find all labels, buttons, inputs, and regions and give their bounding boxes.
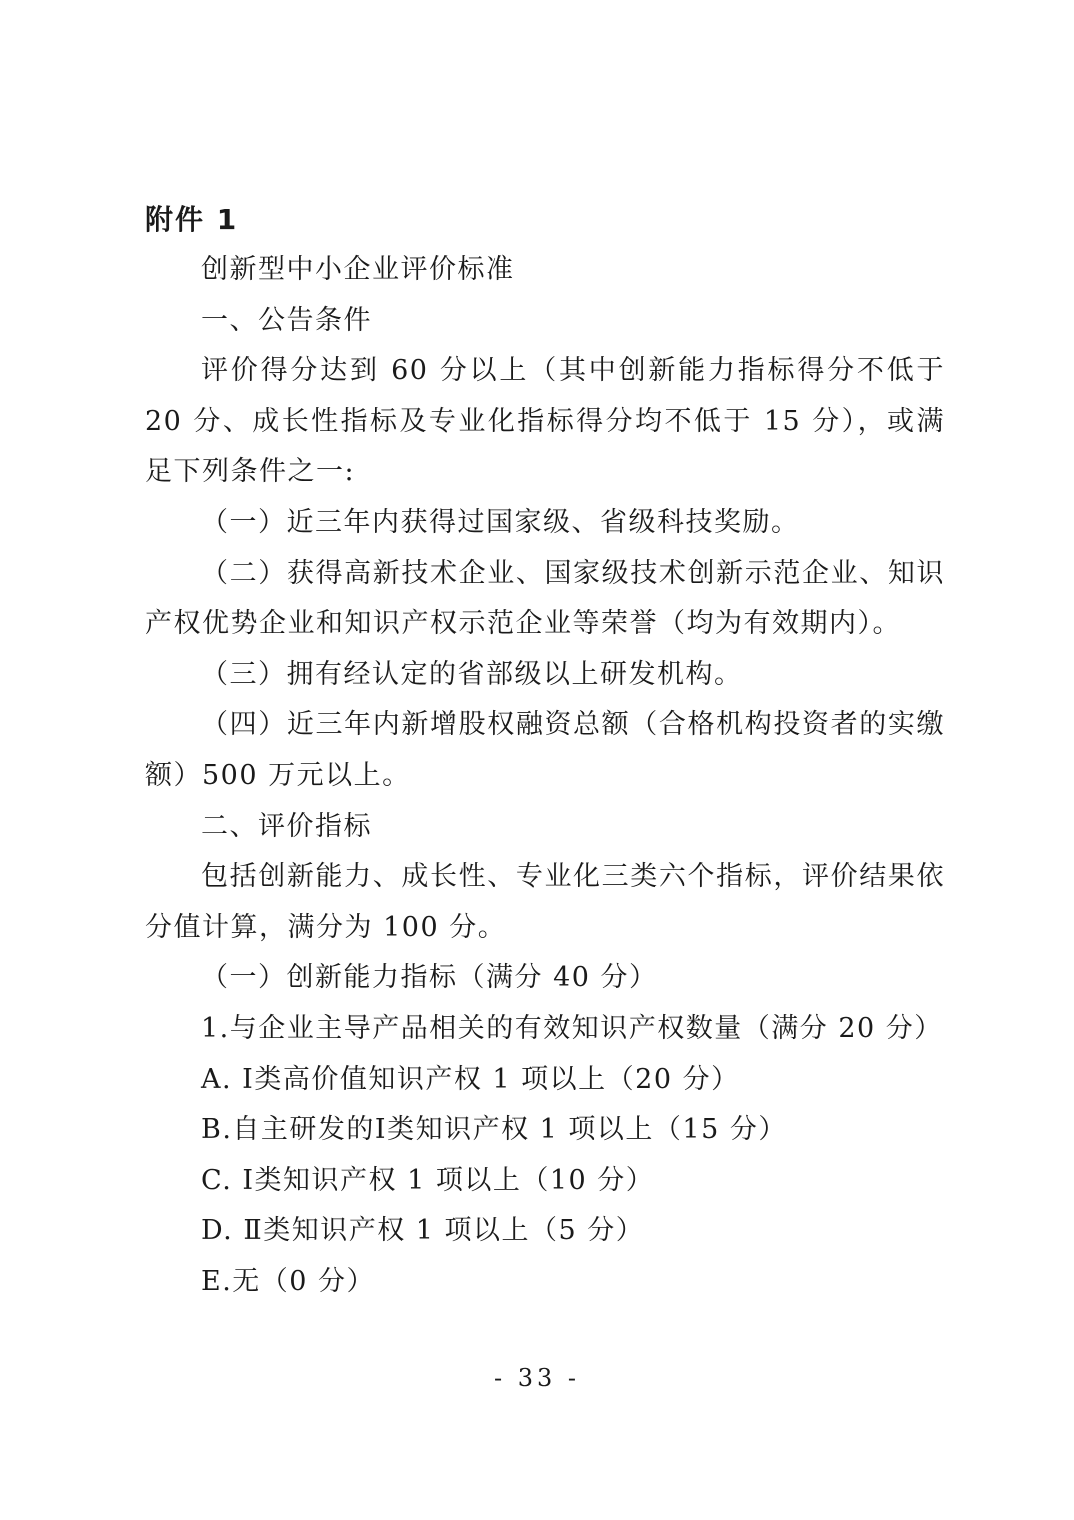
doc-title: 创新型中小企业评价标准: [201, 254, 515, 285]
subsection-innovation-capability: （一）创新能力指标（满分 40 分）: [201, 962, 658, 994]
condition-item-4: （四）近三年内新增股权融资总额（合格机构投资者的实缴额）500 万元以上。: [145, 709, 945, 791]
attachment-label: 附件 1: [145, 203, 239, 236]
document-body: [145, 245, 945, 1307]
paragraph-indicator-summary: 包括创新能力、成长性、专业化三类六个指标，评价结果依分值计算，满分为 100 分。: [145, 861, 945, 943]
option-d: D. Ⅱ类知识产权 1 项以上（5 分）: [201, 1215, 645, 1247]
condition-item-3: （三）拥有经认定的省部级以上研发机构。: [201, 658, 743, 690]
condition-item-2: （二）获得高新技术企业、国家级技术创新示范企业、知识产权优势企业和知识产权示范企业等荣誉（均为有效期内）。: [145, 557, 945, 640]
option-e: E.无（0 分）: [201, 1265, 376, 1297]
option-b: B.自主研发的Ⅰ类知识产权 1 项以上（15 分）: [201, 1114, 787, 1146]
option-c: C. Ⅰ类知识产权 1 项以上（10 分）: [201, 1164, 655, 1196]
paragraph-score-requirement: 评价得分达到 60 分以上（其中创新能力指标得分不低于 20 分、成长性指标及专业化指标得分均不低于 15 分），或满足下列条件之一:: [145, 355, 945, 488]
page-number: - 33 -: [493, 1364, 580, 1392]
section-heading-announcement-conditions: 一、公告条件: [201, 304, 372, 336]
condition-item-1: （一）近三年内获得过国家级、省级科技奖励。: [201, 506, 800, 538]
indicator-ip-count: 1.与企业主导产品相关的有效知识产权数量（满分 20 分）: [201, 1012, 943, 1044]
option-a: A. Ⅰ类高价值知识产权 1 项以上（20 分）: [201, 1063, 740, 1095]
section-heading-evaluation-indicators: 二、评价指标: [201, 810, 372, 842]
